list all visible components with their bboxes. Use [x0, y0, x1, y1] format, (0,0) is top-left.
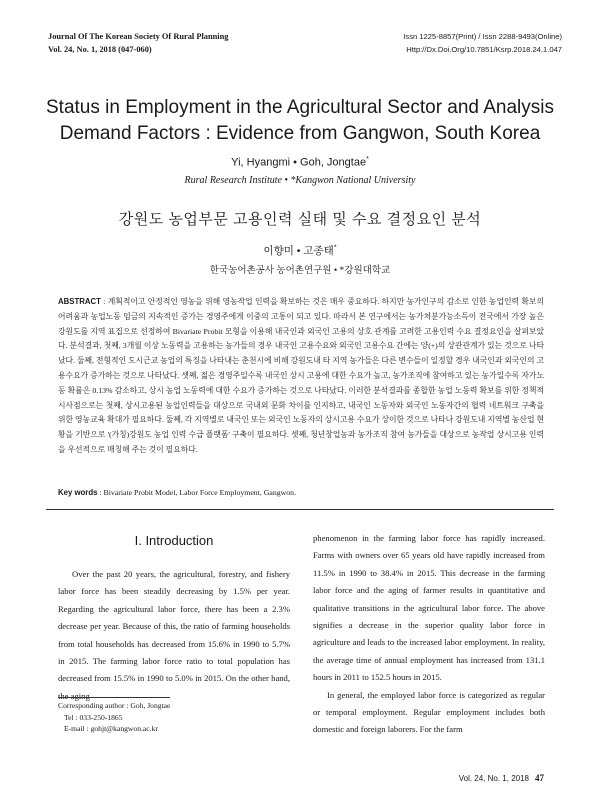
keywords-text: Bivariate Probit Model, Labor Force Employment, Gangwon.: [103, 488, 297, 497]
abstract-text: 계획적이고 안정적인 영농을 위해 영농작업 인력을 확보하는 것은 매우 중요하다. 하지만 농가인구의 감소로 인한 농업인력 확보의 어려움과 농업노동 임금의 지속적인 증가는 경영주에게 이중의 고통이 되고 있다. 따라서 본 연구에서는 농가처분가능소득이 전국에서 가장 높은 강원도를 지역 표집으로 선정하여 Bivariate Probit 모형을 이용해 내국인과 외국인 고용의 상호 관계를 고려한 고용인력 수요 결정요인을 살펴보았다. 분석결과, 첫째, 3개월 이상 노동력을 고용하는 농가들의 경우 내국인 고용수요와 외국인 고용수요 간에는 양(+)의 상관관계가 있는 것으로 나타났다. 둘째, 전형적인 도시근교 농업의 특징을 나타내는 춘천시에 비해 강원도내 타 지역 농가들은 다른 변수들이 일정할 경우 내국인과 외국인의 고용수요가 증가하는 것으로 나타났다. 셋째, 젊은 경영주일수록 내국인 상시 고용에 대한 수요가 높고, 농가조직에 참여하고 있는 농가일수록 자가노동 확률은 0.13% 감소하고, 상시 농업 노동력에 대한 수요가 증가하는 것으로 나타났다. 이러한 분석결과를 종합한 농업 노동력 확보를 위한 정책적 시사점으로는 첫째, 상시고용된 농업인력들을 대상으로 국내외 문화 차이를 인지하고, 내국인 노동자와 외국인 노동자간의 협력 네트워크 구축을 위한 영농교육 확대가 필요하다. 둘째, 각 지역별로 내국인 또는 외국인 노동자의 상시고용 수요가 상이한 것으로 나타나 강원도내 지역별 농산업 현황을 기반으로 '(가칭)강원도 농업 인력 수급 플랫폼' 구축이 필요하다. 셋째, 청년창업농과 농가조직 참여 농가들을 대상으로 농작업 상시고용 인력을 우선적으로 매칭해 주는 것이 필요하다.: [58, 297, 544, 454]
korean-affiliation: 한국농어촌공사 농어촌연구원 • *강원대학교: [209, 266, 391, 276]
paper-title: [40, 95, 560, 147]
footnote-author: Corresponding author : Goh, Jongtae: [58, 701, 171, 710]
issn-header: [403, 30, 562, 56]
korean-authors-names: 이향미 • 고종태: [263, 245, 334, 257]
journal-header: [48, 30, 228, 56]
body-left-column: [58, 566, 290, 705]
footnote-divider: [58, 697, 170, 698]
authors-names: Yi, Hyangmi • Goh, Jongtae: [231, 156, 367, 169]
abstract-label: ABSTRACT: [58, 297, 101, 306]
page-number: 47: [535, 773, 544, 783]
page-footer: [459, 773, 544, 783]
journal-volume: Vol. 24, No. 1, 2018 (047-060): [48, 45, 152, 54]
footer-volume: Vol. 24, No. 1, 2018: [458, 774, 529, 783]
keywords: Key words : Bivariate Probit Model, Labor Force Employment, Gangwon.: [58, 488, 297, 497]
issn: Issn 1225-8857(Print) / Issn 2288-9493(Online): [403, 32, 562, 41]
body-paragraph-continued: phenomenon in the farming labor force has rapidly increased. Farms with owners over 65 years old have rapidly increased from 11.5% in 1990 to 38.4% in 2015. This decrease in the farming labor force and the aging of farmer results in quantitative and qualitative transitions in the agricultural labor force. The above signifies a decrease in the superior quality labor force in agriculture and leads to the increased labor employment. In reality, the average time of annual employment has increased from 131.1 hours in 2011 to 152.5 hours in 2015.: [313, 533, 545, 683]
authors: [40, 156, 560, 169]
keywords-divider: [46, 509, 554, 510]
section-title: I. Introduction: [134, 533, 214, 548]
footnote-email: E-mail : gohjt@kangwon.ac.kr: [64, 724, 158, 733]
abstract: ABSTRACT : 계획적이고 안정적인 영농을 위해 영농작업 인력을 확보하는 것은 매우 중요하다. 하지만 농가인구의 감소로 인한 농업인력 확보의 어려움과 농업노동 임금의 지속적인 증가는 경영주에게 이중의 고통이 되고 있다. 따라서 본 연구에서는 농가처분가능소득이 전국에서 가장 높은 강원도를 지역 표집으로 선정하여 Bivariate Probit 모형을 이용해 내국인과 외국인 고용의 상호 관계를 고려한 고용인력 수요 결정요인을 살펴보았다. 분석결과, 첫째, 3개월 이상 노동력을 고용하는 농가들의 경우 내국인 고용수요와 외국인 고용수요 간에는 양(+)의 상관관계가 있는 것으로 나타났다. 둘째, 전형적인 도시근교 농업의 특징을 나타내는 춘천시에 비해 강원도내 타 지역 농가들은 다른 변수들이 일정할 경우 내국인과 외국인의 고용수요가 증가하는 것으로 나타났다. 셋째, 젊은 경영주일수록 내국인 상시 고용에 대한 수요가 높고, 농가조직에 참여하고 있는 농가일수록 자가노동 확률은 0.13% 감소하고, 상시 농업 노동력에 대한 수요가 증가하는 것으로 나타났다. 이러한 분석결과를 종합한 농업 노동력 확보를 위한 정책적 시사점으로는 첫째, 상시고용된 농업인력들을 대상으로 국내외 문화 차이를 인지하고, 내국인 노동자와 외국인 노동자간의 협력 네트워크 구축을 위한 영농교육 확대가 필요하다. 둘째, 각 지역별로 내국인 또는 외국인 노동자의 상시고용 수요가 상이한 것으로 나타나 강원도내 지역별 농산업 현황을 기반으로 '(가칭)강원도 농업 인력 수급 플랫폼' 구축이 필요하다. 셋째, 청년창업농과 농가조직 참여 농가들을 대상으로 농작업 상시고용 인력을 우선적으로 매칭해 주는 것이 필요하다.: [58, 297, 544, 454]
affiliation: Rural Research Institute • *Kangwon National University: [184, 175, 416, 186]
doi: Http://Dx.Doi.Org/10.7851/Ksrp.2018.24.1.047: [406, 45, 562, 54]
paper-title-line2: Demand Factors : Evidence from Gangwon, South Korea: [59, 123, 541, 144]
body-paragraph: In general, the employed labor force is categorized as regular or temporal employment. Regular employment includes both domestic and foreign laborers. For the farm: [313, 689, 545, 735]
body-right-column: [313, 530, 545, 739]
journal-name: Journal Of The Korean Society Of Rural Planning: [48, 32, 229, 41]
korean-authors: [40, 243, 560, 258]
korean-title: 강원도 농업부문 고용인력 실태 및 수요 결정요인 분석: [118, 211, 482, 228]
paper-title-line1: Status in Employment in the Agricultural Sector and Analysis: [46, 97, 554, 118]
korean-authors-mark: *: [333, 244, 337, 252]
footnote: [58, 700, 170, 735]
body-paragraph: Over the past 20 years, the agricultural, forestry, and fishery labor force has been steadily decreasing by 1.5% per year. Regarding the agricultural labor force, there has been a 2.3% decrease per year. Because of this, the ratio of farming households from total households has decreased from 15.6% in 1990 to 5.7% in 2015. The farming labor force ratio to total population has decreased from 15.5% in 1990 to 5.0% in 2015. On the other hand, the aging: [58, 569, 290, 701]
authors-mark: *: [366, 156, 369, 163]
keywords-label: Key words: [58, 488, 98, 497]
footnote-tel: Tel : 033-250-1865: [64, 712, 123, 722]
